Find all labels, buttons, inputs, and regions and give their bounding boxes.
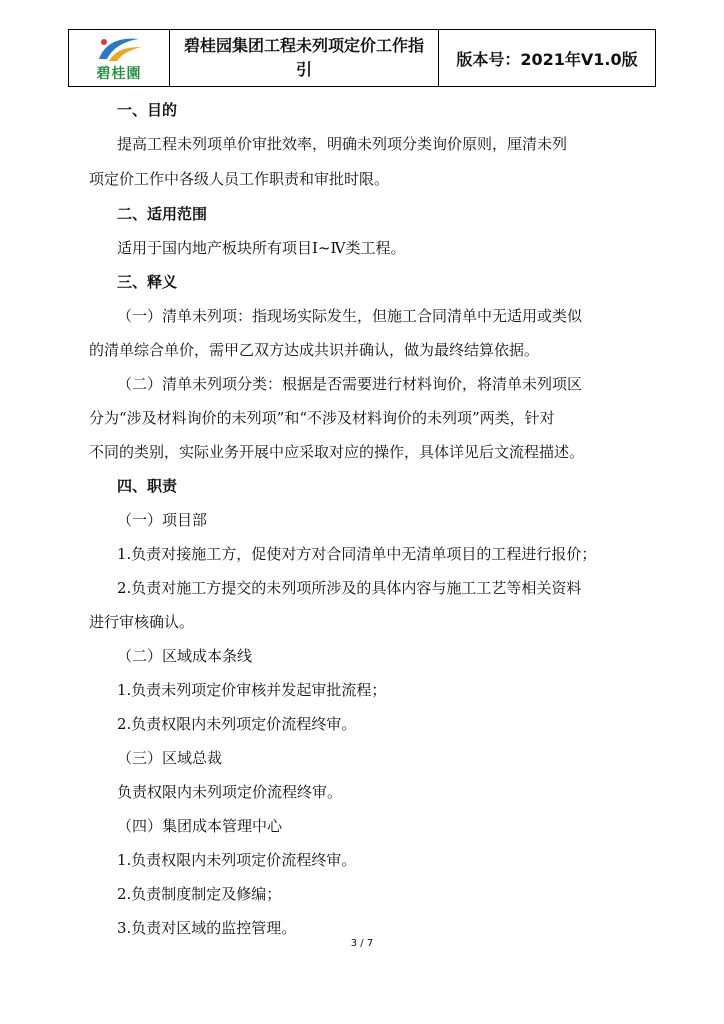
subsection-heading: （一）项目部 <box>117 511 208 529</box>
subsection-heading: （二）区域成本条线 <box>117 647 253 665</box>
section-heading-scope: 二、适用范围 <box>117 205 208 223</box>
list-item: 2.负责对施工方提交的未列项所涉及的具体内容与施工工艺等相关资料 <box>117 579 582 597</box>
paragraph-line: 提高工程未列项单价审批效率，明确未列项分类询价原则，厘清未列 <box>117 135 568 153</box>
subsection-heading: （三）区域总裁 <box>117 749 223 767</box>
page-number: 3 / 7 <box>350 938 374 949</box>
logo-cell <box>69 30 170 87</box>
section-heading-definitions: 三、释义 <box>117 273 178 291</box>
document-header <box>68 29 656 87</box>
list-item: 2.负责权限内未列项定价流程终审。 <box>117 715 357 733</box>
paragraph-line: （二）清单未列项分类：根据是否需要进行材料询价，将清单未列项区 <box>117 375 583 393</box>
country-garden-logo <box>69 30 169 86</box>
logo-swoosh-icon <box>95 33 145 65</box>
list-item: 1.负责未列项定价审核并发起审批流程； <box>117 681 387 699</box>
list-item: 1.负责权限内未列项定价流程终审。 <box>117 851 357 869</box>
subsection-heading: （四）集团成本管理中心 <box>117 817 283 835</box>
paragraph-line: （一）清单未列项：指现场实际发生，但施工合同清单中无适用或类似 <box>117 307 583 325</box>
paragraph-line: 负责权限内未列项定价流程终审。 <box>117 783 343 801</box>
list-item: 2.负责制度制定及修编； <box>117 885 282 903</box>
logo-text: 碧桂園 <box>96 66 142 82</box>
section-heading-purpose: 一、目的 <box>117 101 178 119</box>
paragraph-line: 的清单综合单价，需甲乙双方达成共识并确认，做为最终结算依据。 <box>89 341 540 359</box>
version-number: 版本号：2021年V1.0版 <box>439 30 656 87</box>
document-title: 碧桂园集团工程未列项定价工作指引 <box>170 30 439 87</box>
paragraph-line: 适用于国内地产板块所有项目Ⅰ~Ⅳ类工程。 <box>117 239 406 257</box>
paragraph-line: 项定价工作中各级人员工作职责和审批时限。 <box>89 170 390 188</box>
list-item: 1.负责对接施工方，促使对方对合同清单中无清单项目的工程进行报价； <box>117 545 597 563</box>
list-item: 3.负责对区域的监控管理。 <box>117 919 297 937</box>
section-heading-responsibilities: 四、职责 <box>117 477 178 495</box>
paragraph-line: 分为“涉及材料询价的未列项”和“不涉及材料询价的未列项”两类，针对 <box>89 409 555 427</box>
list-item-continuation: 进行审核确认。 <box>89 613 195 631</box>
paragraph-line: 不同的类别，实际业务开展中应采取对应的操作，具体详见后文流程描述。 <box>89 443 585 461</box>
